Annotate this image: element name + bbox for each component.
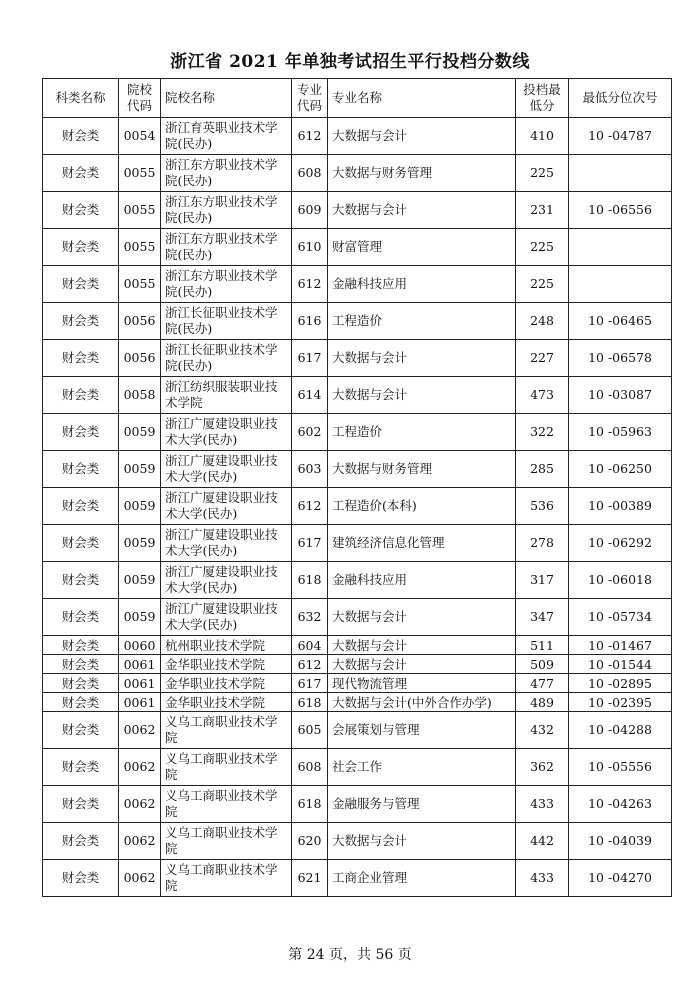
cell-category: 财会类 — [43, 229, 119, 266]
table-row — [43, 451, 672, 488]
cell-major-code: 618 — [292, 786, 328, 823]
table-header-row — [43, 79, 672, 118]
cell-school-name: 浙江纺织服装职业技术学院 — [161, 377, 292, 414]
cell-school-code: 0060 — [119, 636, 161, 655]
cell-school-code: 0059 — [119, 414, 161, 451]
header-school-code: 院校代码 — [119, 79, 161, 118]
cell-min-rank: 10 -01544 — [569, 655, 672, 674]
cell-school-code: 0056 — [119, 340, 161, 377]
cell-school-code: 0061 — [119, 693, 161, 712]
cell-school-name: 浙江广厦建设职业技术大学(民办) — [161, 525, 292, 562]
cell-min-rank: 10 -04263 — [569, 786, 672, 823]
cell-major-code: 608 — [292, 155, 328, 192]
cell-category: 财会类 — [43, 823, 119, 860]
table-row — [43, 860, 672, 897]
cell-major-name: 大数据与会计 — [328, 823, 516, 860]
table-row — [43, 266, 672, 303]
cell-min-score: 225 — [516, 155, 569, 192]
cell-min-score: 442 — [516, 823, 569, 860]
cell-category: 财会类 — [43, 860, 119, 897]
table-row — [43, 655, 672, 674]
cell-min-rank: 10 -06578 — [569, 340, 672, 377]
cell-major-code: 618 — [292, 693, 328, 712]
cell-major-name: 大数据与会计 — [328, 636, 516, 655]
cell-school-name: 浙江广厦建设职业技术大学(民办) — [161, 451, 292, 488]
cell-min-score: 322 — [516, 414, 569, 451]
cell-category: 财会类 — [43, 655, 119, 674]
table-row — [43, 192, 672, 229]
cell-min-rank: 10 -01467 — [569, 636, 672, 655]
cell-major-name: 金融服务与管理 — [328, 786, 516, 823]
table-row — [43, 693, 672, 712]
cell-school-name: 浙江东方职业技术学院(民办) — [161, 192, 292, 229]
header-min-rank: 最低分位次号 — [569, 79, 672, 118]
cell-min-score: 477 — [516, 674, 569, 693]
cell-major-code: 602 — [292, 414, 328, 451]
page-footer: 第 24 页，共 56 页 — [288, 947, 412, 963]
cell-min-rank: 10 -06250 — [569, 451, 672, 488]
cell-min-rank: 10 -04288 — [569, 712, 672, 749]
cell-major-code: 617 — [292, 340, 328, 377]
cell-category: 财会类 — [43, 451, 119, 488]
cell-min-score: 433 — [516, 786, 569, 823]
cell-school-code: 0062 — [119, 860, 161, 897]
cell-major-name: 工程造价(本科) — [328, 488, 516, 525]
cell-category: 财会类 — [43, 414, 119, 451]
cell-min-score: 489 — [516, 693, 569, 712]
table-row — [43, 823, 672, 860]
score-table — [42, 78, 672, 897]
cell-major-code: 617 — [292, 674, 328, 693]
cell-min-score: 278 — [516, 525, 569, 562]
cell-major-code: 621 — [292, 860, 328, 897]
cell-major-code: 612 — [292, 655, 328, 674]
cell-school-name: 浙江长征职业技术学院(民办) — [161, 340, 292, 377]
cell-min-score: 410 — [516, 118, 569, 155]
cell-category: 财会类 — [43, 525, 119, 562]
cell-major-code: 605 — [292, 712, 328, 749]
cell-school-code: 0061 — [119, 655, 161, 674]
cell-min-rank: 10 -06556 — [569, 192, 672, 229]
cell-major-code: 632 — [292, 599, 328, 636]
cell-school-name: 浙江广厦建设职业技术大学(民办) — [161, 488, 292, 525]
cell-major-code: 614 — [292, 377, 328, 414]
cell-school-name: 浙江广厦建设职业技术大学(民办) — [161, 414, 292, 451]
cell-major-code: 610 — [292, 229, 328, 266]
cell-category: 财会类 — [43, 636, 119, 655]
cell-school-code: 0059 — [119, 488, 161, 525]
cell-school-name: 浙江东方职业技术学院(民办) — [161, 266, 292, 303]
cell-major-name: 现代物流管理 — [328, 674, 516, 693]
cell-min-score: 536 — [516, 488, 569, 525]
cell-min-score: 433 — [516, 860, 569, 897]
cell-category: 财会类 — [43, 786, 119, 823]
cell-min-score: 347 — [516, 599, 569, 636]
cell-school-name: 浙江东方职业技术学院(民办) — [161, 155, 292, 192]
cell-school-code: 0055 — [119, 266, 161, 303]
header-min-score: 投档最低分 — [516, 79, 569, 118]
cell-school-name: 义乌工商职业技术学院 — [161, 786, 292, 823]
cell-min-rank — [569, 266, 672, 303]
cell-major-name: 金融科技应用 — [328, 562, 516, 599]
cell-major-name: 工商企业管理 — [328, 860, 516, 897]
table-row — [43, 749, 672, 786]
cell-school-code: 0062 — [119, 749, 161, 786]
header-major-code: 专业代码 — [292, 79, 328, 118]
cell-major-name: 工程造价 — [328, 303, 516, 340]
cell-min-score: 509 — [516, 655, 569, 674]
cell-major-name: 大数据与会计 — [328, 377, 516, 414]
cell-school-name: 浙江育英职业技术学院(民办) — [161, 118, 292, 155]
cell-school-code: 0056 — [119, 303, 161, 340]
cell-min-score: 225 — [516, 229, 569, 266]
cell-school-name: 金华职业技术学院 — [161, 655, 292, 674]
cell-category: 财会类 — [43, 303, 119, 340]
table-row — [43, 488, 672, 525]
cell-school-name: 浙江广厦建设职业技术大学(民办) — [161, 599, 292, 636]
cell-major-name: 财富管理 — [328, 229, 516, 266]
cell-major-name: 大数据与财务管理 — [328, 155, 516, 192]
cell-school-name: 浙江长征职业技术学院(民办) — [161, 303, 292, 340]
table-row — [43, 118, 672, 155]
cell-school-code: 0062 — [119, 712, 161, 749]
cell-school-code: 0062 — [119, 823, 161, 860]
cell-school-name: 金华职业技术学院 — [161, 693, 292, 712]
cell-school-code: 0062 — [119, 786, 161, 823]
cell-major-code: 618 — [292, 562, 328, 599]
cell-major-name: 社会工作 — [328, 749, 516, 786]
cell-category: 财会类 — [43, 377, 119, 414]
cell-school-name: 浙江广厦建设职业技术大学(民办) — [161, 562, 292, 599]
cell-min-rank: 10 -05963 — [569, 414, 672, 451]
table-row — [43, 155, 672, 192]
cell-major-code: 608 — [292, 749, 328, 786]
cell-school-name: 浙江东方职业技术学院(民办) — [161, 229, 292, 266]
cell-category: 财会类 — [43, 192, 119, 229]
cell-min-rank: 10 -06465 — [569, 303, 672, 340]
header-major-name: 专业名称 — [328, 79, 516, 118]
cell-school-code: 0059 — [119, 451, 161, 488]
cell-school-name: 金华职业技术学院 — [161, 674, 292, 693]
cell-min-score: 231 — [516, 192, 569, 229]
cell-school-name: 义乌工商职业技术学院 — [161, 712, 292, 749]
cell-category: 财会类 — [43, 155, 119, 192]
cell-major-code: 620 — [292, 823, 328, 860]
cell-category: 财会类 — [43, 599, 119, 636]
cell-major-name: 大数据与会计 — [328, 192, 516, 229]
cell-major-name: 工程造价 — [328, 414, 516, 451]
cell-min-rank: 10 -06292 — [569, 525, 672, 562]
cell-major-code: 617 — [292, 525, 328, 562]
cell-min-rank: 10 -04787 — [569, 118, 672, 155]
cell-school-code: 0055 — [119, 229, 161, 266]
cell-min-score: 248 — [516, 303, 569, 340]
cell-major-code: 612 — [292, 488, 328, 525]
table-row — [43, 636, 672, 655]
cell-major-code: 609 — [292, 192, 328, 229]
cell-min-score: 473 — [516, 377, 569, 414]
cell-major-name: 大数据与财务管理 — [328, 451, 516, 488]
table-row — [43, 786, 672, 823]
cell-school-code: 0055 — [119, 192, 161, 229]
table-row — [43, 674, 672, 693]
cell-school-code: 0055 — [119, 155, 161, 192]
cell-major-name: 大数据与会计 — [328, 340, 516, 377]
cell-min-rank — [569, 229, 672, 266]
table-row — [43, 562, 672, 599]
cell-major-name: 大数据与会计 — [328, 655, 516, 674]
cell-category: 财会类 — [43, 674, 119, 693]
cell-min-rank: 10 -06018 — [569, 562, 672, 599]
cell-min-rank: 10 -02895 — [569, 674, 672, 693]
cell-category: 财会类 — [43, 749, 119, 786]
cell-min-rank: 10 -05734 — [569, 599, 672, 636]
cell-major-code: 616 — [292, 303, 328, 340]
cell-category: 财会类 — [43, 562, 119, 599]
table-row — [43, 303, 672, 340]
cell-min-rank: 10 -02395 — [569, 693, 672, 712]
cell-school-name: 义乌工商职业技术学院 — [161, 749, 292, 786]
cell-school-code: 0059 — [119, 525, 161, 562]
cell-category: 财会类 — [43, 693, 119, 712]
cell-major-code: 612 — [292, 266, 328, 303]
cell-major-code: 604 — [292, 636, 328, 655]
cell-school-name: 义乌工商职业技术学院 — [161, 823, 292, 860]
cell-min-rank: 10 -00389 — [569, 488, 672, 525]
cell-category: 财会类 — [43, 340, 119, 377]
cell-min-score: 225 — [516, 266, 569, 303]
table-row — [43, 229, 672, 266]
cell-min-score: 432 — [516, 712, 569, 749]
header-school-name: 院校名称 — [161, 79, 292, 118]
cell-min-rank: 10 -05556 — [569, 749, 672, 786]
cell-school-code: 0059 — [119, 599, 161, 636]
cell-min-score: 362 — [516, 749, 569, 786]
cell-school-code: 0054 — [119, 118, 161, 155]
cell-major-name: 建筑经济信息化管理 — [328, 525, 516, 562]
table-row — [43, 525, 672, 562]
cell-min-score: 511 — [516, 636, 569, 655]
cell-min-score: 317 — [516, 562, 569, 599]
cell-min-rank: 10 -04039 — [569, 823, 672, 860]
cell-major-name: 会展策划与管理 — [328, 712, 516, 749]
cell-major-code: 612 — [292, 118, 328, 155]
cell-min-rank: 10 -04270 — [569, 860, 672, 897]
cell-major-name: 大数据与会计 — [328, 599, 516, 636]
cell-school-code: 0059 — [119, 562, 161, 599]
cell-category: 财会类 — [43, 488, 119, 525]
cell-min-score: 285 — [516, 451, 569, 488]
cell-school-name: 杭州职业技术学院 — [161, 636, 292, 655]
cell-school-name: 义乌工商职业技术学院 — [161, 860, 292, 897]
table-body — [43, 118, 672, 897]
table-row — [43, 377, 672, 414]
cell-min-rank: 10 -03087 — [569, 377, 672, 414]
table-row — [43, 340, 672, 377]
table-row — [43, 414, 672, 451]
header-category: 科类名称 — [43, 79, 119, 118]
cell-major-name: 大数据与会计(中外合作办学) — [328, 693, 516, 712]
cell-major-name: 大数据与会计 — [328, 118, 516, 155]
cell-school-code: 0061 — [119, 674, 161, 693]
cell-major-code: 603 — [292, 451, 328, 488]
cell-major-name: 金融科技应用 — [328, 266, 516, 303]
table-row — [43, 712, 672, 749]
table-row — [43, 599, 672, 636]
cell-min-rank — [569, 155, 672, 192]
page-title: 浙江省 2021 年单独考试招生平行投档分数线 — [170, 52, 530, 72]
cell-min-score: 227 — [516, 340, 569, 377]
cell-school-code: 0058 — [119, 377, 161, 414]
cell-category: 财会类 — [43, 266, 119, 303]
cell-category: 财会类 — [43, 712, 119, 749]
cell-category: 财会类 — [43, 118, 119, 155]
